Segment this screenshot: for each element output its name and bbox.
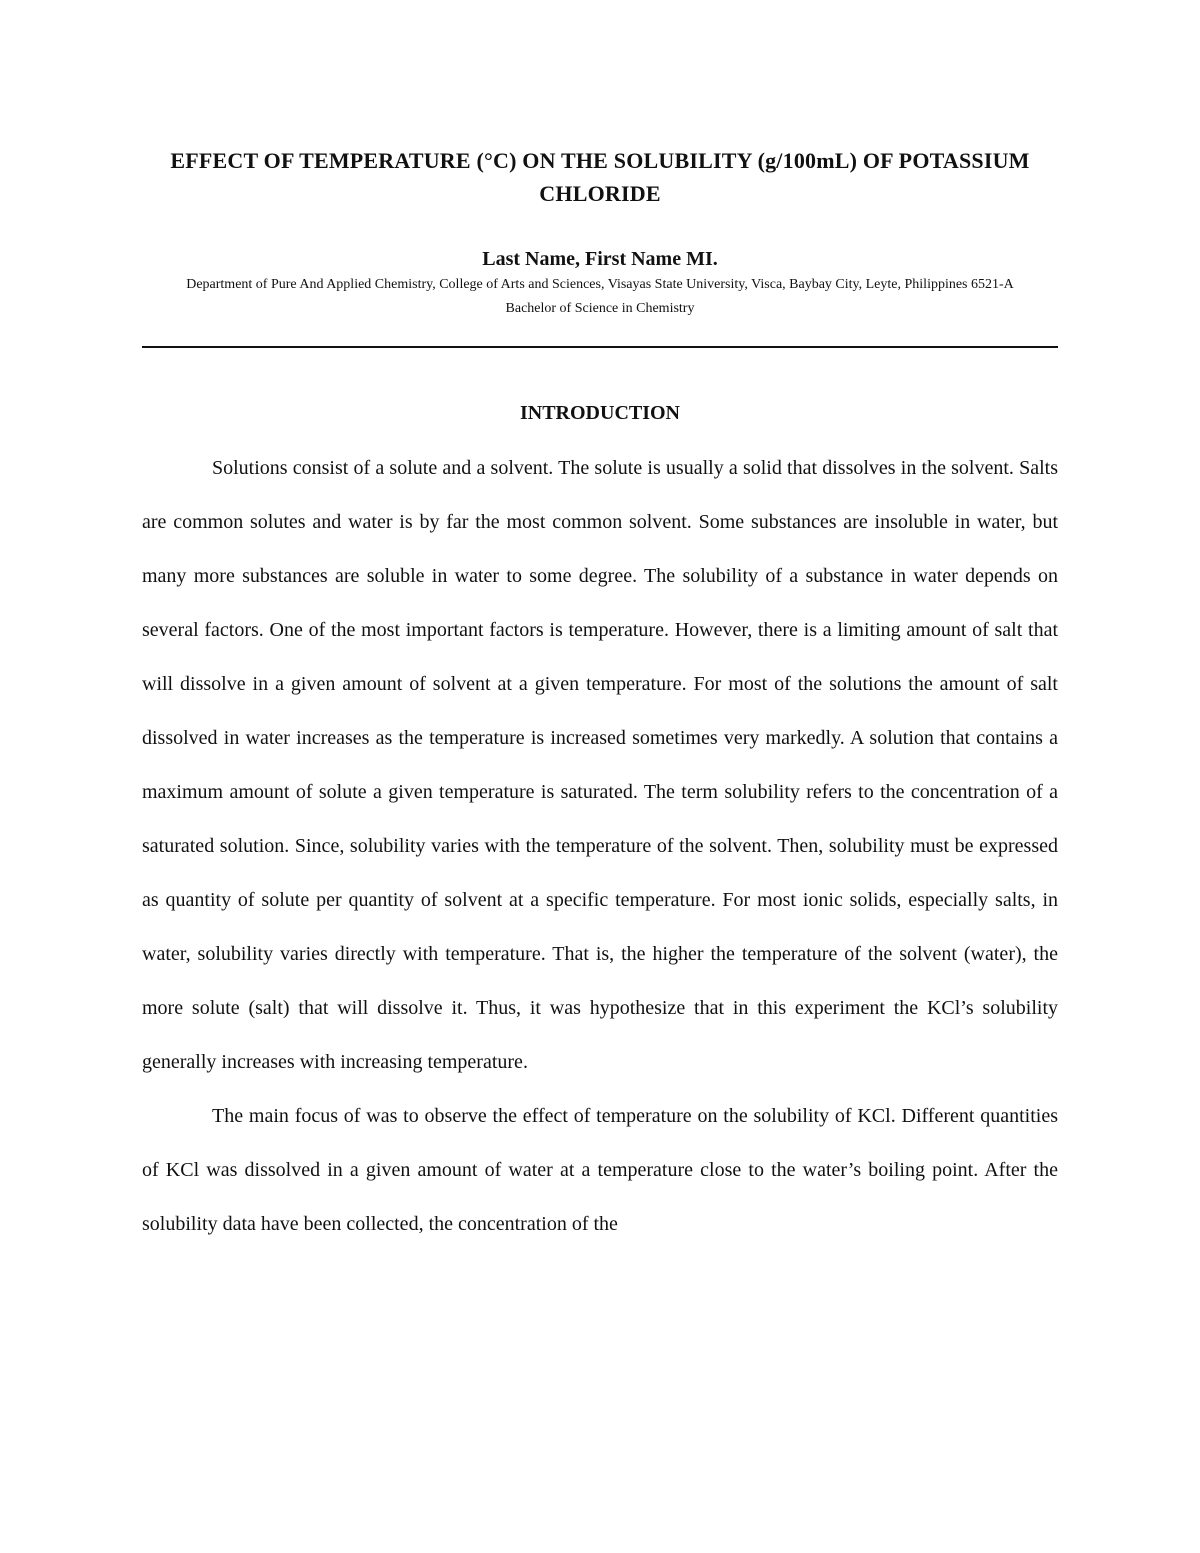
author-program: Bachelor of Science in Chemistry (505, 301, 695, 316)
paper-title: EFFECT OF TEMPERATURE (°C) ON THE SOLUBILITY (g/100mL) OF POTASSIUM CHLORIDE (170, 148, 1030, 206)
introduction-paragraph-1: Solutions consist of a solute and a solvent. The solute is usually a solid that dissolves in the solvent. Salts are common solutes and water is by far the most common solvent. Some substances are insoluble in water, but many more substances are soluble in water to some degree. The solubility of a substance in water depends on several factors. One of the most important factors is temperature. However, there is a limiting amount of salt that will dissolve in a given amount of solvent at a given temperature. For most of the solutions the amount of salt dissolved in water increases as the temperature is increased sometimes very markedly. A solution that contains a maximum amount of solute a given temperature is saturated. The term solubility refers to the concentration of a saturated solution. Since, solubility varies with the temperature of the solvent. Then, solubility must be expressed as quantity of solute per quantity of solvent at a specific temperature. For most ionic solids, especially salts, in water, solubility varies directly with temperature. That is, the higher the temperature of the solvent (water), the more solute (salt) that will dissolve it. Thus, it was hypothesize that in this experiment the KCl’s solubility generally increases with increasing temperature. (142, 457, 1058, 1073)
introduction-paragraph-2: The main focus of was to observe the effect of temperature on the solubility of KCl. Different quantities of KCl was dissolved in a given amount of water at a temperature close to the water’s boiling point. After the solubility data have been collected, the concentration of the (142, 1105, 1058, 1235)
header-divider (142, 346, 1058, 348)
paper-page (142, 0, 1058, 1251)
section-heading-introduction: INTRODUCTION (519, 402, 681, 424)
author-name: Last Name, First Name MI. (482, 248, 718, 270)
author-affiliation: Department of Pure And Applied Chemistry, College of Arts and Sciences, Visayas State University, Visca, Baybay City, Leyte, Philippines 6521-A (186, 277, 1014, 292)
